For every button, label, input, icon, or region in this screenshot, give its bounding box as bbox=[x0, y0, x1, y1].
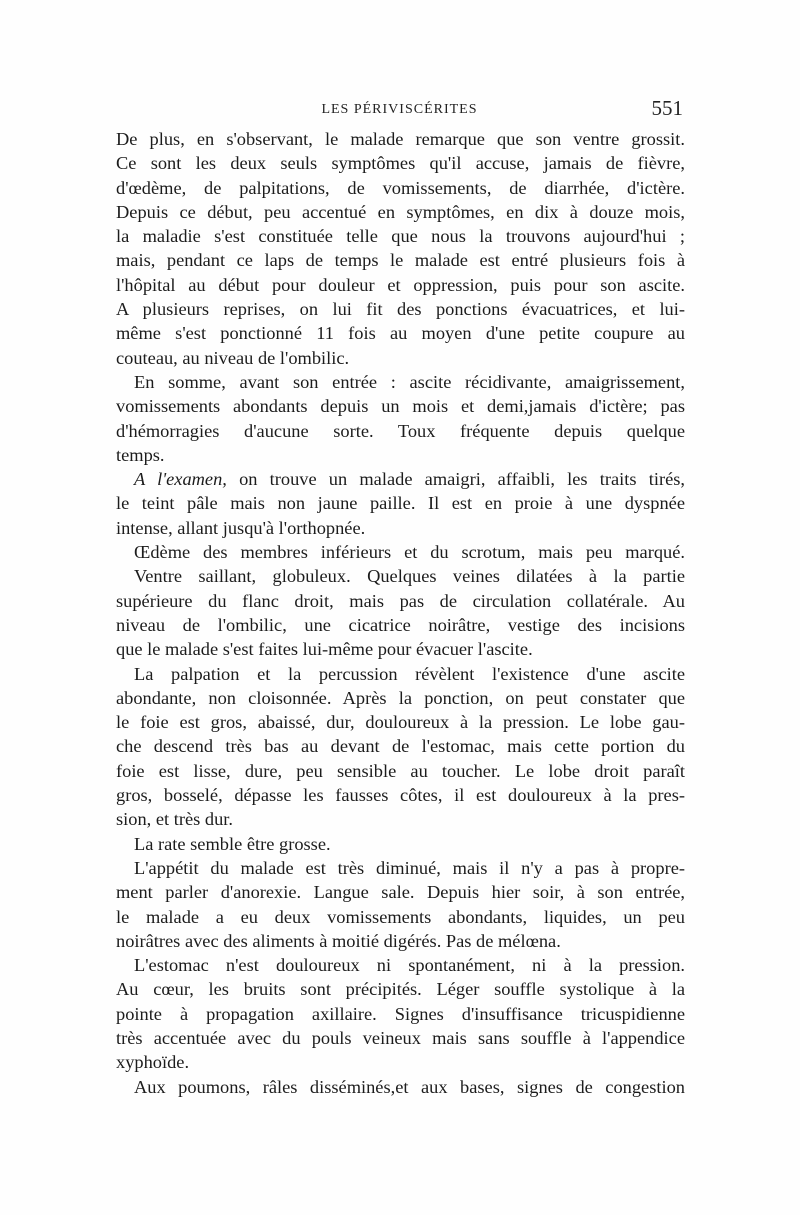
text-line: L'estomac n'est douloureux ni spontanément, ni à la pression. bbox=[134, 955, 685, 976]
text-line: même s'est ponctionné 11 fois au moyen d'une petite coupure au bbox=[116, 323, 685, 344]
text-line: la maladie s'est constituée telle que nous la trouvons aujourd'hui ; bbox=[116, 226, 685, 247]
text-line: Ce sont les deux seuls symptômes qu'il accuse, jamais de fièvre, bbox=[116, 153, 685, 174]
text-line: vomissements abondants depuis un mois et demi,jamais d'ictère; pas bbox=[116, 396, 685, 417]
text-line: que le malade s'est faites lui-même pour évacuer l'ascite. bbox=[116, 639, 533, 660]
text-line: ment parler d'anorexie. Langue sale. Depuis hier soir, à son entrée, bbox=[116, 882, 685, 903]
italic-phrase: A l'examen, bbox=[134, 469, 227, 490]
text-line: temps. bbox=[116, 444, 165, 465]
text-line: noirâtres avec des aliments à moitié digérés. Pas de mélœna. bbox=[116, 930, 561, 951]
text-line: Au cœur, les bruits sont précipités. Léger souffle systolique à la bbox=[116, 979, 685, 1000]
text-line: très accentuée avec du pouls veineux mais sans souffle à l'appendice bbox=[116, 1027, 685, 1048]
text-line: La rate semble être grosse. bbox=[134, 833, 331, 854]
text-line: sion, et très dur. bbox=[116, 809, 233, 830]
page-header bbox=[116, 96, 683, 126]
text-line: che descend très bas au devant de l'estomac, mais cette portion du bbox=[116, 736, 685, 757]
text-line: Œdème des membres inférieurs et du scrotum, mais peu marqué. bbox=[134, 542, 685, 563]
text-line: d'œdème, de palpitations, de vomissements, de diarrhée, d'ictère. bbox=[116, 177, 685, 198]
text-line: couteau, au niveau de l'ombilic. bbox=[116, 347, 350, 368]
text-line: De plus, en s'observant, le malade remarque que son ventre grossit. bbox=[116, 129, 685, 149]
page-number: 551 bbox=[651, 96, 683, 120]
text-line: La palpation et la percussion révèlent l'existence d'une ascite bbox=[134, 663, 685, 684]
text-line: intense, allant jusqu'à l'orthopnée. bbox=[116, 517, 366, 538]
text-line: l'hôpital au début pour douleur et oppression, puis pour son ascite. bbox=[116, 274, 685, 295]
text-line: Depuis ce début, peu accentué en symptômes, en dix à douze mois, bbox=[116, 201, 685, 222]
text-line: Aux poumons, râles disséminés,et aux bases, signes de congestion bbox=[134, 1076, 685, 1097]
body-text bbox=[116, 127, 685, 1099]
text-line: mais, pendant ce laps de temps le malade est entré plusieurs fois à bbox=[116, 250, 685, 271]
text-line: foie est lisse, dure, peu sensible au toucher. Le lobe droit paraît bbox=[116, 760, 685, 781]
text-line: A plusieurs reprises, on lui fit des ponctions évacuatrices, et lui- bbox=[116, 299, 685, 320]
text-line: xyphoïde. bbox=[116, 1052, 190, 1073]
text-line: supérieure du flanc droit, mais pas de circulation collatérale. Au bbox=[116, 590, 685, 611]
text-line: En somme, avant son entrée : ascite récidivante, amaigrissement, bbox=[134, 371, 685, 392]
text-line: pointe à propagation axillaire. Signes d'insuffisance tricuspidienne bbox=[116, 1003, 685, 1024]
text-line: le teint pâle mais non jaune paille. Il est en proie à une dyspnée bbox=[116, 493, 685, 514]
text-line: le malade a eu deux vomissements abondants, liquides, un peu bbox=[116, 906, 685, 927]
text-line bbox=[116, 467, 685, 491]
line-text: on trouve un malade amaigri, affaibli, les traits tirés, bbox=[226, 469, 685, 490]
text-line: abondante, non cloisonnée. Après la ponction, on peut constater que bbox=[116, 687, 685, 708]
running-head: LES PÉRIVISCÉRITES bbox=[321, 102, 478, 117]
text-line: d'hémorragies d'aucune sorte. Toux fréquente depuis quelque bbox=[116, 420, 685, 441]
text-line: Ventre saillant, globuleux. Quelques veines dilatées à la partie bbox=[134, 566, 685, 587]
text-line: L'appétit du malade est très diminué, mais il n'y a pas à propre- bbox=[134, 857, 685, 878]
text-line: le foie est gros, abaissé, dur, douloureux à la pression. Le lobe gau- bbox=[116, 712, 685, 733]
text-line: niveau de l'ombilic, une cicatrice noirâtre, vestige des incisions bbox=[116, 614, 685, 635]
text-line: gros, bosselé, dépasse les fausses côtes, il est douloureux à la pres- bbox=[116, 785, 685, 806]
